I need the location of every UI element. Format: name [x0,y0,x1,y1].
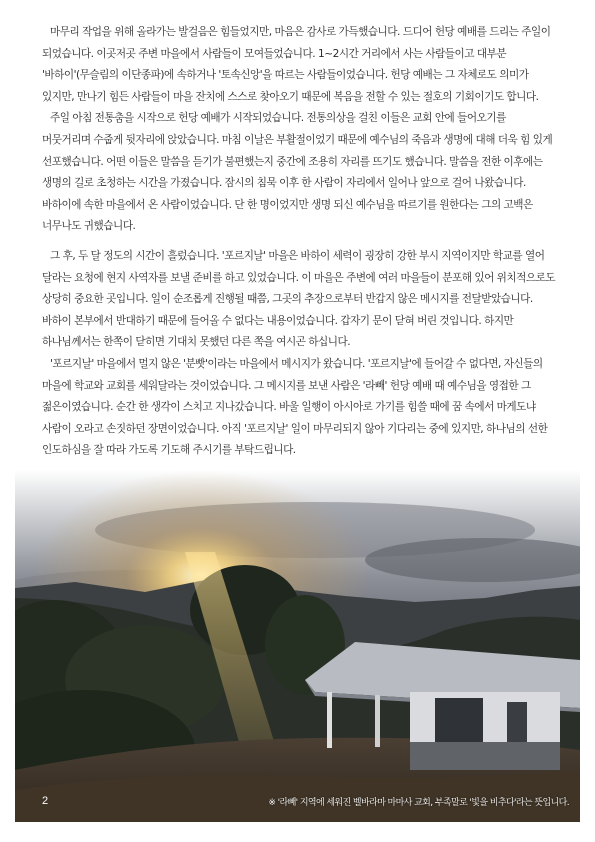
article-body [42,22,556,462]
church-sunrise-photo [15,470,580,822]
paragraph-4: '포르지날' 마을에서 멀지 않은 '분빳'이라는 마을에서 메시지가 왔습니다. '포르지날'에 들어갈 수 없다면, 자신들의 마을에 학교와 교회를 세워달라는 것이었습니다. 그 메시지를 보낸 사람은 '라빼' 헌당 예배 때 예수님을 영접한 그 젊은이였습니다. 순간 한 생각이 스치고 지나갔습니다. 바울 일행이 아시아로 가기를 힘쓸 때에 꿈 속에서 마게도냐 사람이 오라고 손짓하던 장면이었습니다. 아직 '포르지날' 일이 마무리되지 않아 기다리는 중에 있지만, 하나님의 선한 인도하심을 잘 따라 가도록 기도해 주시기를 부탁드립니다. [42,357,548,457]
paragraph-3: 그 후, 두 달 정도의 시간이 흘렀습니다. '포르지날' 마을은 바하이 세력이 굉장히 강한 부시 지역이지만 학교를 열어 달라는 요청에 현지 사역자를 보낼 준비를 하고 있었습니다. 이 마을은 주변에 여러 마을들이 분포해 있어 위치적으로도 상당히 중요한 곳입니다. 일이 순조롭게 진행될 때쯤, 그곳의 추장으로부터 반갑지 않은 메시지를 전달받았습니다. 바하이 본부에서 반대하기 때문에 들어올 수 없다는 내용이었습니다. 갑자기 문이 닫혀 버린 것입니다. 하지만 하나님께서는 한쪽이 닫히면 기대치 못했던 다른 쪽을 여시곤 하십니다. [42,249,556,349]
paragraph-2: 주일 아침 전통춤을 시작으로 헌당 예배가 시작되었습니다. 전통의상을 걸친 이들은 교회 안에 들어오기를 머뭇거리며 수줍게 뒷자리에 앉았습니다. 마침 이날은 부활절이었기 때문에 예수님의 죽음과 생명에 대해 더욱 힘 있게 선포했습니다. 어떤 이들은 말씀을 듣기가 불편했는지 중간에 조용히 자리를 뜨기도 했습니다. 말씀을 전한 이후에는 생명의 길로 초청하는 시간을 가졌습니다. 잠시의 침묵 이후 한 사람이 자리에서 일어나 앞으로 걸어 나왔습니다. 바하이에 속한 마을에서 온 사람이었습니다. 단 한 명이었지만 생명 되신 예수님을 따르기를 원한다는 그의 고백은 너무나도 귀했습니다. [42,112,553,233]
page-number: 2 [42,795,49,807]
paragraph-1: 마무리 작업을 위해 올라가는 발걸음은 힘들었지만, 마음은 감사로 가득했습니다. 드디어 헌당 예배를 드리는 주일이 되었습니다. 이곳저곳 주변 마을에서 사람들이 모여들었습니다. 1~2시간 거리에서 사는 사람들이고 대부분 '바하이'(무슬림의 이단종파)에 속하거나 '토속신앙'을 따르는 사람들이었습니다. 헌당 예배는 그 자체로도 의미가 있지만, 만나기 힘든 사람들이 마을 잔치에 스스로 찾아오기 때문에 복음을 전할 수 있는 절호의 기회이기도 합니다. [42,26,551,103]
photo-caption: ※ '라빼' 지역에 세워진 벨바라마 마마사 교회, 부족말로 '빛을 비추다'라는 뜻입니다. [268,798,569,808]
